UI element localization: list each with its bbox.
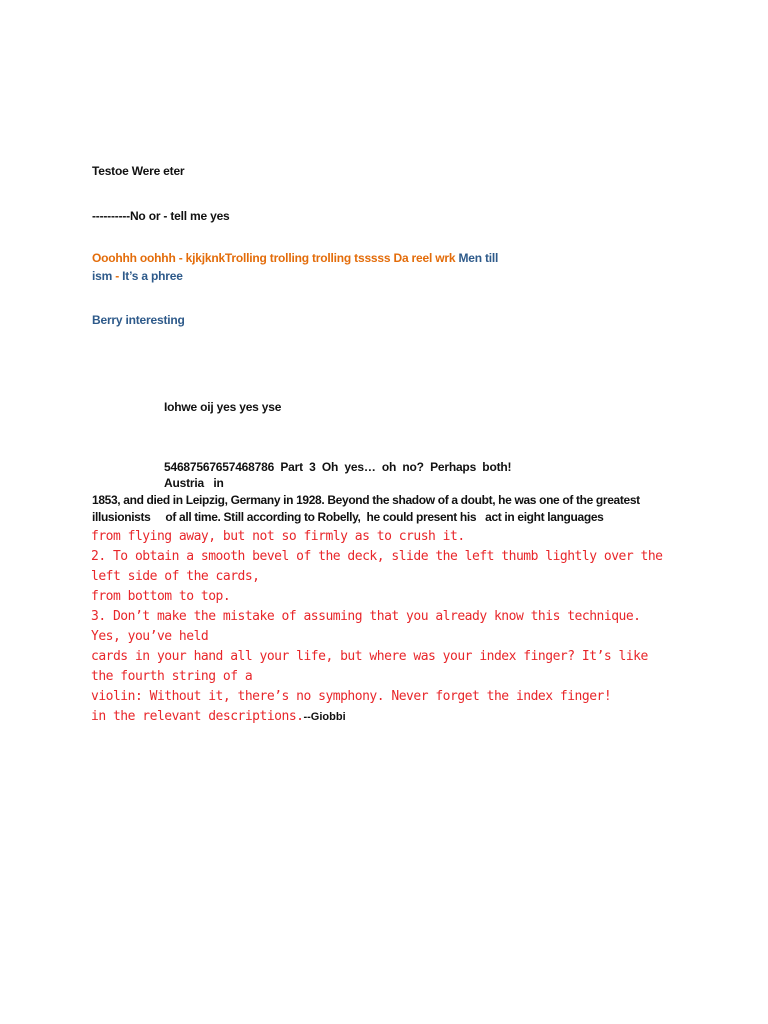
text-line-iohwe: Iohwe oij yes yes yse [164, 400, 282, 414]
text-line-austria: Austria in [164, 476, 224, 490]
ism-text: ism [92, 269, 113, 283]
red-line-3: left side of the cards, [91, 569, 260, 584]
red-line-10 [91, 707, 346, 727]
dash-text: - [112, 269, 123, 283]
text-line-part3: 54687567657468786 Part 3 Oh yes… oh no? Perhaps both! [164, 460, 512, 474]
text-line-trolling [92, 250, 498, 266]
red-line-5: 3. Don’t make the mistake of assuming that you already know this technique. [91, 609, 641, 624]
signature-giobbi: --Giobbi [303, 711, 346, 723]
text-line-no-or: ----------No or - tell me yes [92, 209, 230, 223]
red-line-6: Yes, you’ve held [91, 629, 209, 644]
text-line-ism [92, 268, 183, 284]
red-line-1: from flying away, but not so firmly as to crush it. [91, 529, 465, 544]
red-line-4: from bottom to top. [91, 589, 231, 604]
text-line-leipzig: 1853, and died in Leipzig, Germany in 1928. Beyond the shadow of a doubt, he was one of the greatest [92, 493, 640, 507]
red-line-9: violin: Without it, there’s no symphony. Never forget the index finger! [91, 689, 612, 704]
red-line-8: the fourth string of a [91, 669, 253, 684]
trolling-text: Ooohhh oohhh - kjkjknkTrolling trolling trolling tsssss Da reel wrk [92, 251, 456, 265]
men-till-text: Men till [455, 251, 499, 265]
red-line-2: 2. To obtain a smooth bevel of the deck, slide the left thumb lightly over the [91, 549, 663, 564]
red-line-7: cards in your hand all your life, but where was your index finger? It’s like [91, 649, 648, 664]
text-line-illusionists: illusionists of all time. Still according to Robelly, he could present his act in eight languages [92, 510, 604, 524]
text-line-berry: Berry interesting [92, 313, 185, 327]
phree-text: It’s a phree [122, 269, 183, 283]
descriptions-text: in the relevant descriptions. [91, 709, 304, 724]
text-line-title: Testoe Were eter [92, 164, 185, 178]
